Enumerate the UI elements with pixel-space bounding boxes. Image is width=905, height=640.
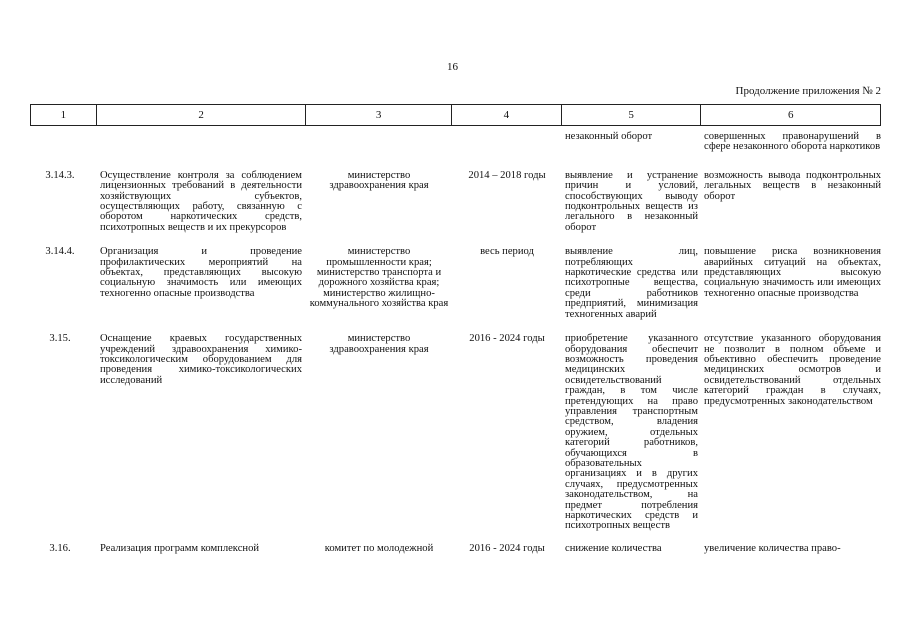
consequence-cell: возможность вывода подконтрольных легальных веществ в незаконный оборот xyxy=(704,169,881,202)
table-body xyxy=(30,132,881,566)
table-row xyxy=(30,334,881,532)
executor-cell xyxy=(306,132,452,153)
column-header-6: 6 xyxy=(787,109,794,121)
result-cell: приобретение указанного оборудования обеспечит возможность проведения медицинских освидетельствований граждан, в том числе претендующих на право управления транспортным средством, владения оружием, отдельных категорий работников, обучающихся в образовательных организациях и в других случаях, предусмотренных законодательством, на предмет потребления наркотических средств и психотропных веществ xyxy=(565,333,698,532)
row-number: 3.14.4. xyxy=(45,246,75,258)
table-row xyxy=(30,132,881,153)
measure-cell: Реализация программ комплексной xyxy=(100,542,260,554)
table-row xyxy=(30,171,881,233)
row-number: 3.14.3. xyxy=(45,169,75,181)
measure-cell: Оснащение краевых государственных учреждений здравоохранения химико-токсикологическим оборудованием для проведения химико-токсикологических исследований xyxy=(100,333,302,386)
result-cell: снижение количества xyxy=(565,542,662,554)
period-cell: 2014 – 2018 годы xyxy=(468,169,546,181)
result-cell: незаконный оборот xyxy=(565,131,653,142)
period-cell xyxy=(452,132,562,153)
result-cell: выявление лиц, потребляющих наркотические средства или психотропные вещества, среди работников предприятий, минимизация техногенных аварий xyxy=(565,246,698,320)
period-cell: 2016 - 2024 годы xyxy=(469,542,545,554)
column-header-1: 1 xyxy=(31,105,97,125)
consequence-cell: совершенных правонарушений в сфере незаконного оборота наркотиков xyxy=(704,131,881,153)
page-number: 16 xyxy=(447,61,458,73)
measure-cell: Организация и проведение профилактических мероприятий на объектах, представляющих высокую социальную значимость или имеющих техногенно опасные производства xyxy=(100,246,302,299)
period-cell: 2016 - 2024 годы xyxy=(469,333,545,345)
executor-cell: комитет по молодежной xyxy=(324,542,434,554)
measure-cell xyxy=(96,132,306,153)
row-number xyxy=(30,132,96,153)
table-row xyxy=(30,544,881,554)
executor-cell: министерство здравоохранения края xyxy=(329,333,429,355)
column-header-3: 3 xyxy=(306,105,452,125)
consequence-cell: повышение риска возникновения аварийных ситуаций на объектах, представляющих высокую социальную значимость или имеющих техногенно опасные производства xyxy=(704,246,881,299)
row-number: 3.16. xyxy=(49,542,71,554)
appendix-note: Продолжение приложения № 2 xyxy=(735,85,881,97)
measure-cell: Осуществление контроля за соблюдением лицензионных требований в деятельности хозяйствующих субъектов, осуществляющих работу, связанную с оборотом наркотических средств, психотропных веществ и их прекурсоров xyxy=(100,169,302,233)
period-cell: весь период xyxy=(480,246,534,258)
row-number: 3.15. xyxy=(49,333,71,345)
consequence-cell: отсутствие указанного оборудования не позволит в полном объеме и объективно обеспечить проведение медицинских осмотров и освидетельствований отдельных категорий граждан в случаях, предусмотренных законодательством xyxy=(704,333,881,407)
executor-cell: министерство промышленности края; министерство транспорта и дорожного хозяйства края; министерство жилищно-коммунального хозяйства края xyxy=(309,246,449,310)
column-header-5: 5 xyxy=(562,105,702,125)
executor-cell: министерство здравоохранения края xyxy=(329,169,429,192)
result-cell: выявление и устранение причин и условий, способствующих выводу подконтрольных веществ из легального в незаконный оборот xyxy=(565,169,698,233)
table-header xyxy=(30,104,881,126)
column-header-4: 4 xyxy=(452,105,562,125)
column-header-2: 2 xyxy=(97,105,307,125)
consequence-cell: увеличение количества право- xyxy=(704,542,841,554)
table-row xyxy=(30,247,881,320)
